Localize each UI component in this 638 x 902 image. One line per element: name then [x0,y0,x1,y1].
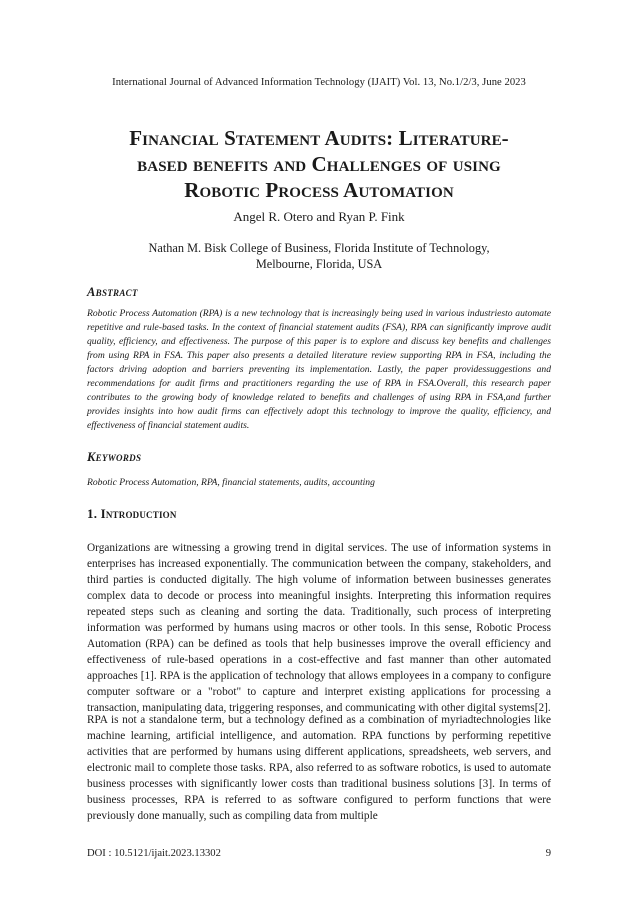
introduction-heading: 1. Introduction [87,506,177,521]
keywords-text: Robotic Process Automation, RPA, financial statements, audits, accounting [87,477,375,488]
affiliation [80,240,558,272]
title-line: Robotic Process Automation [184,178,454,202]
title-line: based benefits and Challenges of using [137,152,501,176]
keywords-heading: Keywords [87,450,142,464]
affiliation-line: Nathan M. Bisk College of Business, Florida Institute of Technology, [148,241,490,255]
abstract-text: Robotic Process Automation (RPA) is a new technology that is increasingly being used in various industriesto automate repetitive and rule-based tasks. In the context of financial statement audits (FSA), RPA can significantly improve audit quality, efficiency, and effectiveness. The purpose of this paper is to explore and discuss key benefits and challenges from using RPA in FSA. This paper also presents a detailed literature review supporting RPA in FSA, including the factors driving adoption and barriers preventing its implementation. Lastly, the paper providessuggestions and recommendations for audit firms and practitioners regarding the use of RPA in FSA.Overall, this research paper contributes to the growing body of knowledge related to benefits and challenges of using RPA in FSA,and further provides insights into how audit firms can effectively adopt this technology to improve the quality, efficiency, and effectiveness of financial statement audits. [87,308,551,431]
authors: Angel R. Otero and Ryan P. Fink [233,209,405,224]
affiliation-line: Melbourne, Florida, USA [255,257,383,271]
page-number: 9 [545,848,551,859]
paper-title [60,125,578,203]
abstract-heading: Abstract [87,285,138,299]
body-paragraph: RPA is not a standalone term, but a technology defined as a combination of myriadtechnologies like machine learning, artificial intelligence, and automation. RPA functions by performing repetitive activities that are performed by humans using different applications, spreadsheets, web servers, and electronic mail to complete those tasks. RPA, also referred to as software robotics, is used to automate business processes with significantly lower costs than traditional business solutions [3]. In terms of business processes, RPA is referred to as software configured to perform functions that were previously done manually, such as compiling data from multiple [87,714,551,822]
title-line: Financial Statement Audits: Literature- [129,126,509,150]
running-head: International Journal of Advanced Information Technology (IJAIT) Vol. 13, No.1/2/3, June 2023 [112,77,526,88]
doi: DOI : 10.5121/ijait.2023.13302 [87,848,221,859]
body-paragraph: Organizations are witnessing a growing trend in digital services. The use of information systems in enterprises has increased exponentially. The communication between the company, stakeholders, and third parties is conducted digitally. The high volume of information between businesses generates complex data to decode or process into meaningful insights. Interpreting this information requires repeated steps such as cleaning and sorting the data. Traditionally, such process of interpreting information was performed by humans using macros or other tools. In this sense, Robotic Process Automation (RPA) can be defined as tools that help businesses improve the overall efficiency and effectiveness of rule-based operations in a cost-effective and fast manner than other automated approaches [1]. RPA is the application of technology that allows employees in a company to configure computer software or a "robot" to capture and interpret existing applications for processing a transaction, manipulating data, triggering responses, and communicating with other digital systems[2]. [87,542,551,714]
page-footer [87,848,551,859]
